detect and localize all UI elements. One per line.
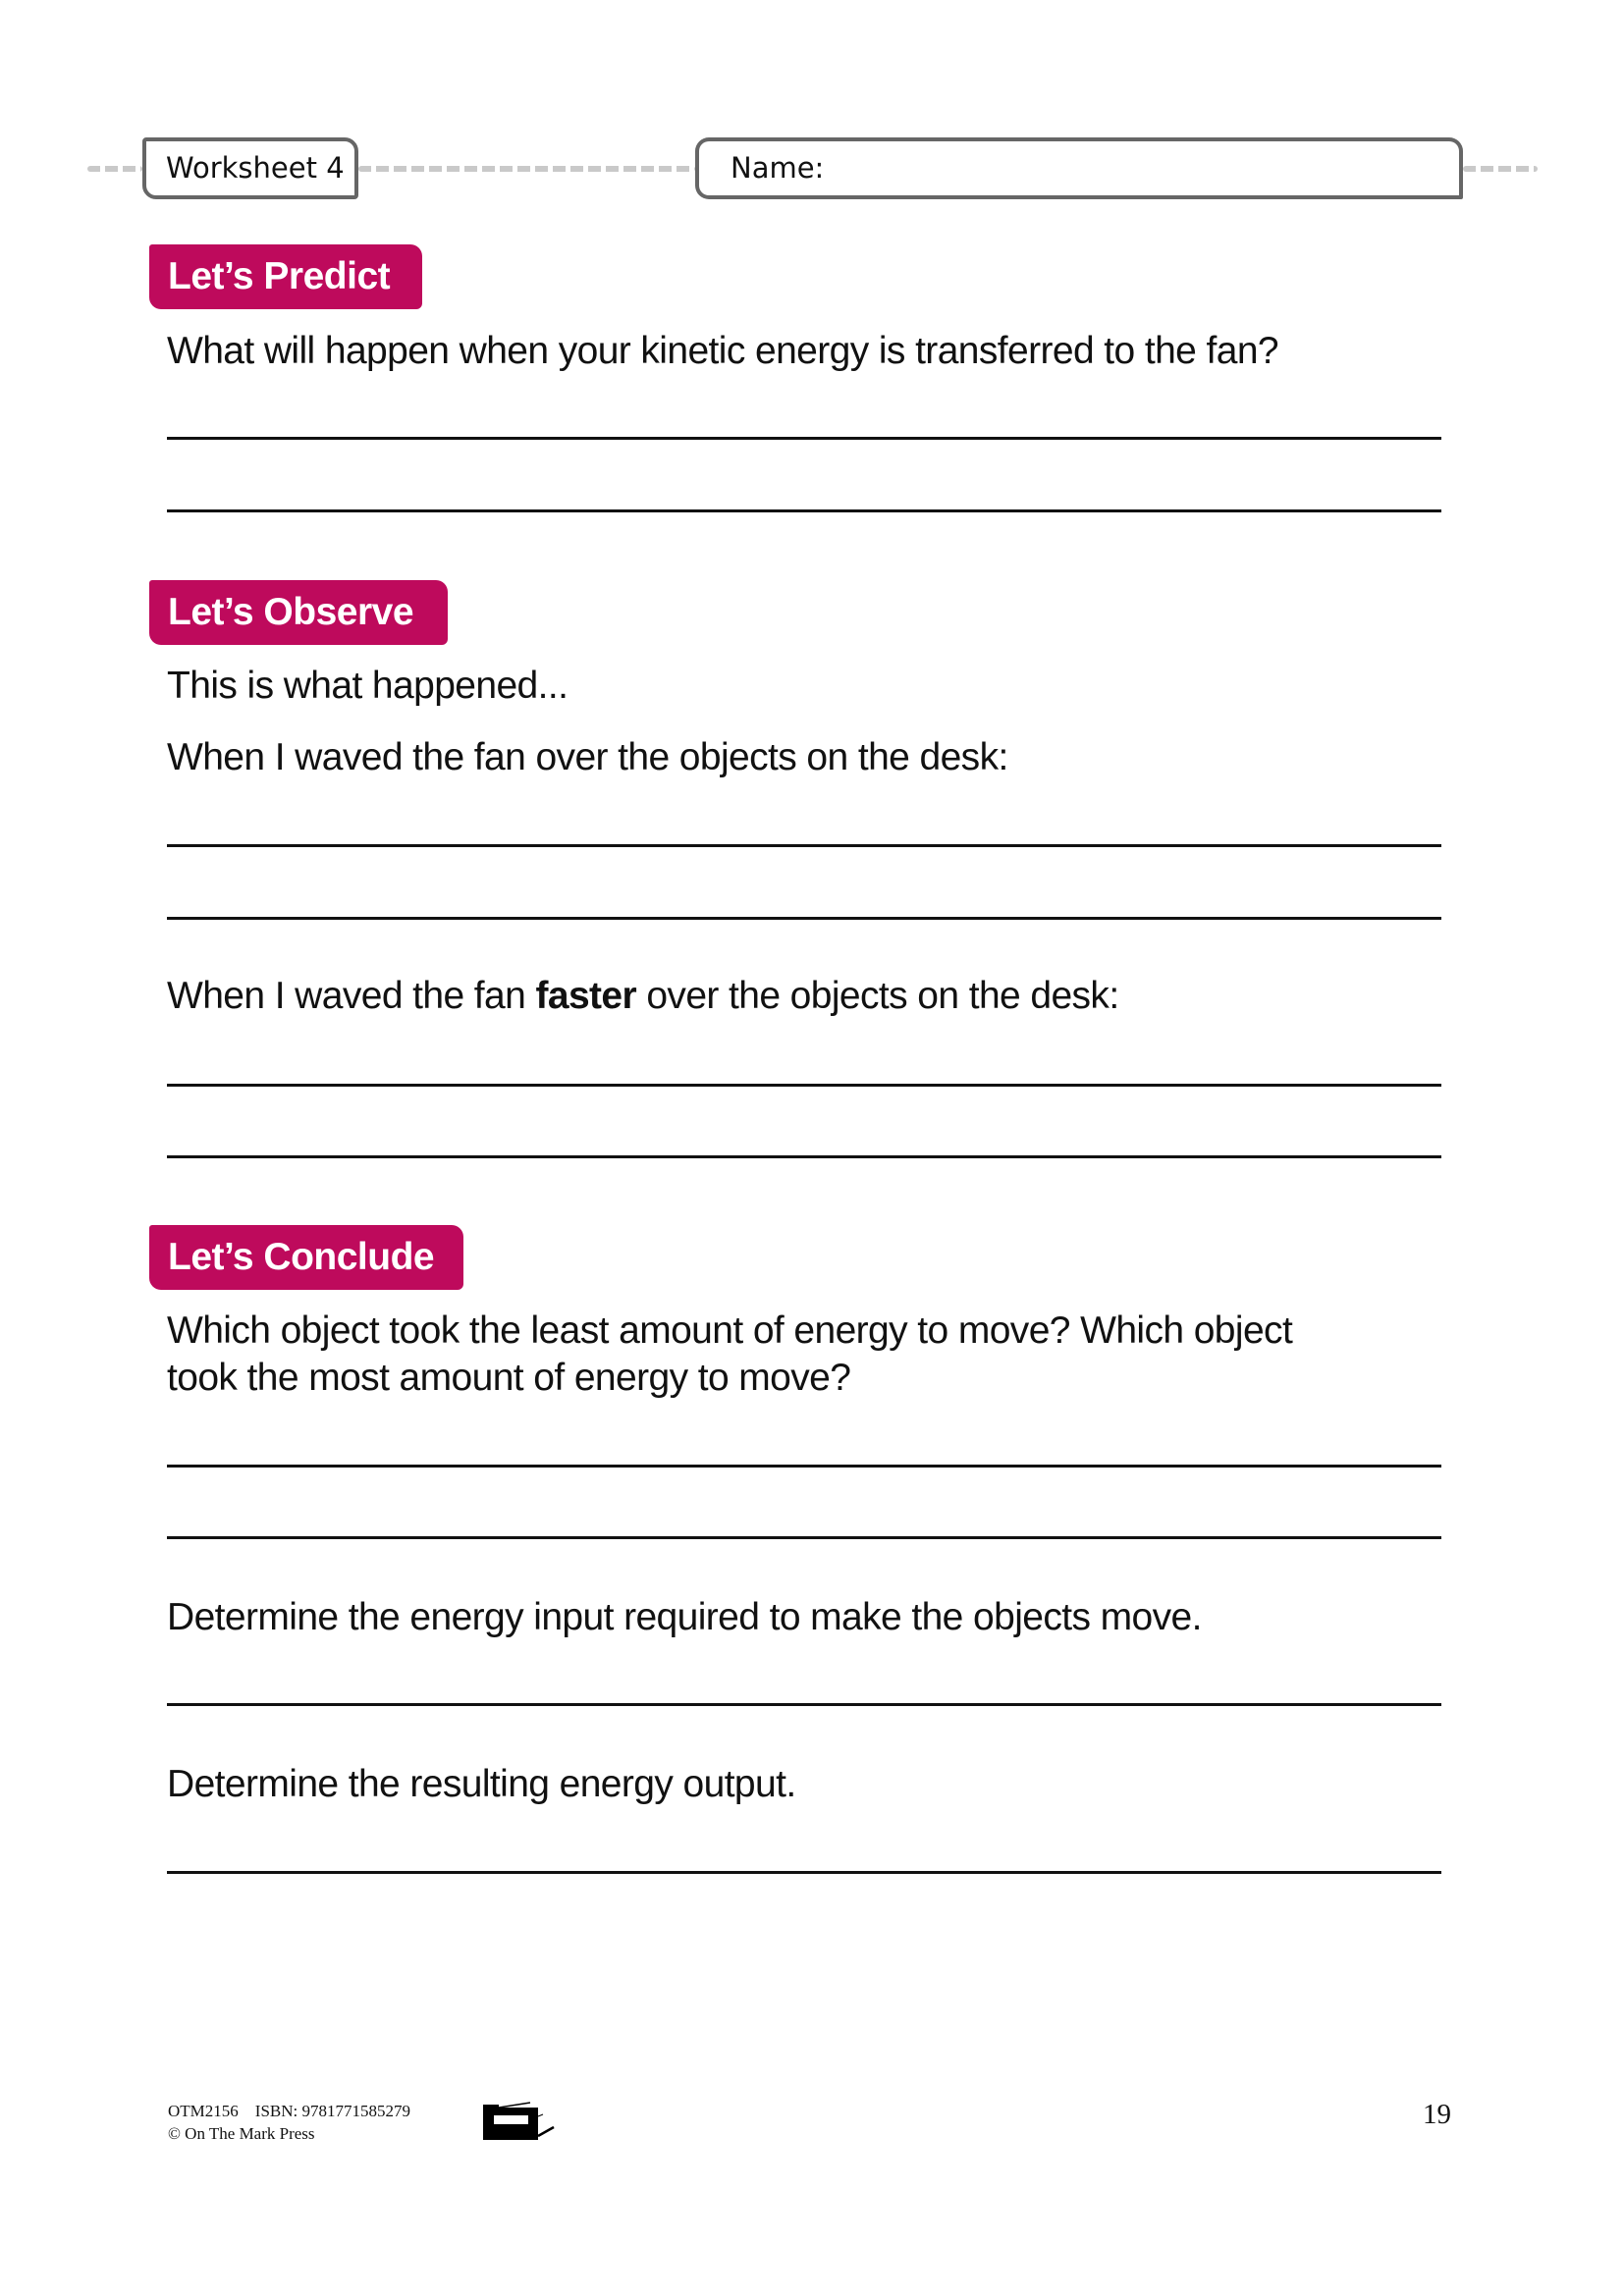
- answer-line[interactable]: [167, 1465, 1441, 1468]
- footer-code-isbn: OTM2156 ISBN: 9781771585279: [168, 2102, 410, 2120]
- worksheet-label-box: [142, 137, 358, 199]
- footer-copyright: © On The Mark Press: [168, 2124, 315, 2143]
- conclude-badge-label: Let’s Conclude: [168, 1236, 435, 1278]
- on-the-mark-press-logo-icon: [481, 2099, 560, 2143]
- observe-question-2: [167, 973, 1119, 1020]
- answer-line[interactable]: [167, 1536, 1441, 1539]
- predict-badge-label: Let’s Predict: [168, 255, 391, 297]
- conclude-question-1-line-2: took the most amount of energy to move?: [167, 1357, 851, 1399]
- header-dash-left: [87, 166, 142, 172]
- observe-question-1: When I waved the fan over the objects on the desk:: [167, 736, 1008, 778]
- answer-line[interactable]: [167, 1084, 1441, 1087]
- answer-line[interactable]: [167, 844, 1441, 847]
- observe-intro: This is what happened...: [167, 665, 568, 707]
- name-field[interactable]: [695, 137, 1463, 199]
- answer-line[interactable]: [167, 1703, 1441, 1706]
- name-label: Name:: [731, 151, 825, 185]
- header-dash-middle: [358, 166, 695, 172]
- answer-line[interactable]: [167, 1871, 1441, 1874]
- conclude-question-2: Determine the energy input required to make the objects move.: [167, 1596, 1202, 1638]
- conclude-question-1-line-1: Which object took the least amount of energy to move? Which object: [167, 1309, 1293, 1352]
- predict-question: What will happen when your kinetic energy is transferred to the fan?: [167, 330, 1278, 372]
- answer-line[interactable]: [167, 917, 1441, 920]
- conclude-badge: [149, 1225, 463, 1290]
- observe-badge: [149, 580, 448, 645]
- conclude-question-3: Determine the resulting energy output.: [167, 1763, 796, 1805]
- answer-line[interactable]: [167, 509, 1441, 512]
- observe-q2-text-before: When I waved the fan: [167, 975, 536, 1017]
- observe-q2-bold-word: faster: [535, 975, 637, 1017]
- page-number: 19: [1423, 2099, 1451, 2130]
- answer-line[interactable]: [167, 1155, 1441, 1158]
- header-dash-right: [1463, 166, 1538, 172]
- observe-badge-label: Let’s Observe: [168, 591, 414, 633]
- worksheet-label: Worksheet 4: [166, 151, 345, 185]
- predict-badge: [149, 244, 422, 309]
- observe-q2-text-after: over the objects on the desk:: [636, 975, 1119, 1017]
- answer-line[interactable]: [167, 437, 1441, 440]
